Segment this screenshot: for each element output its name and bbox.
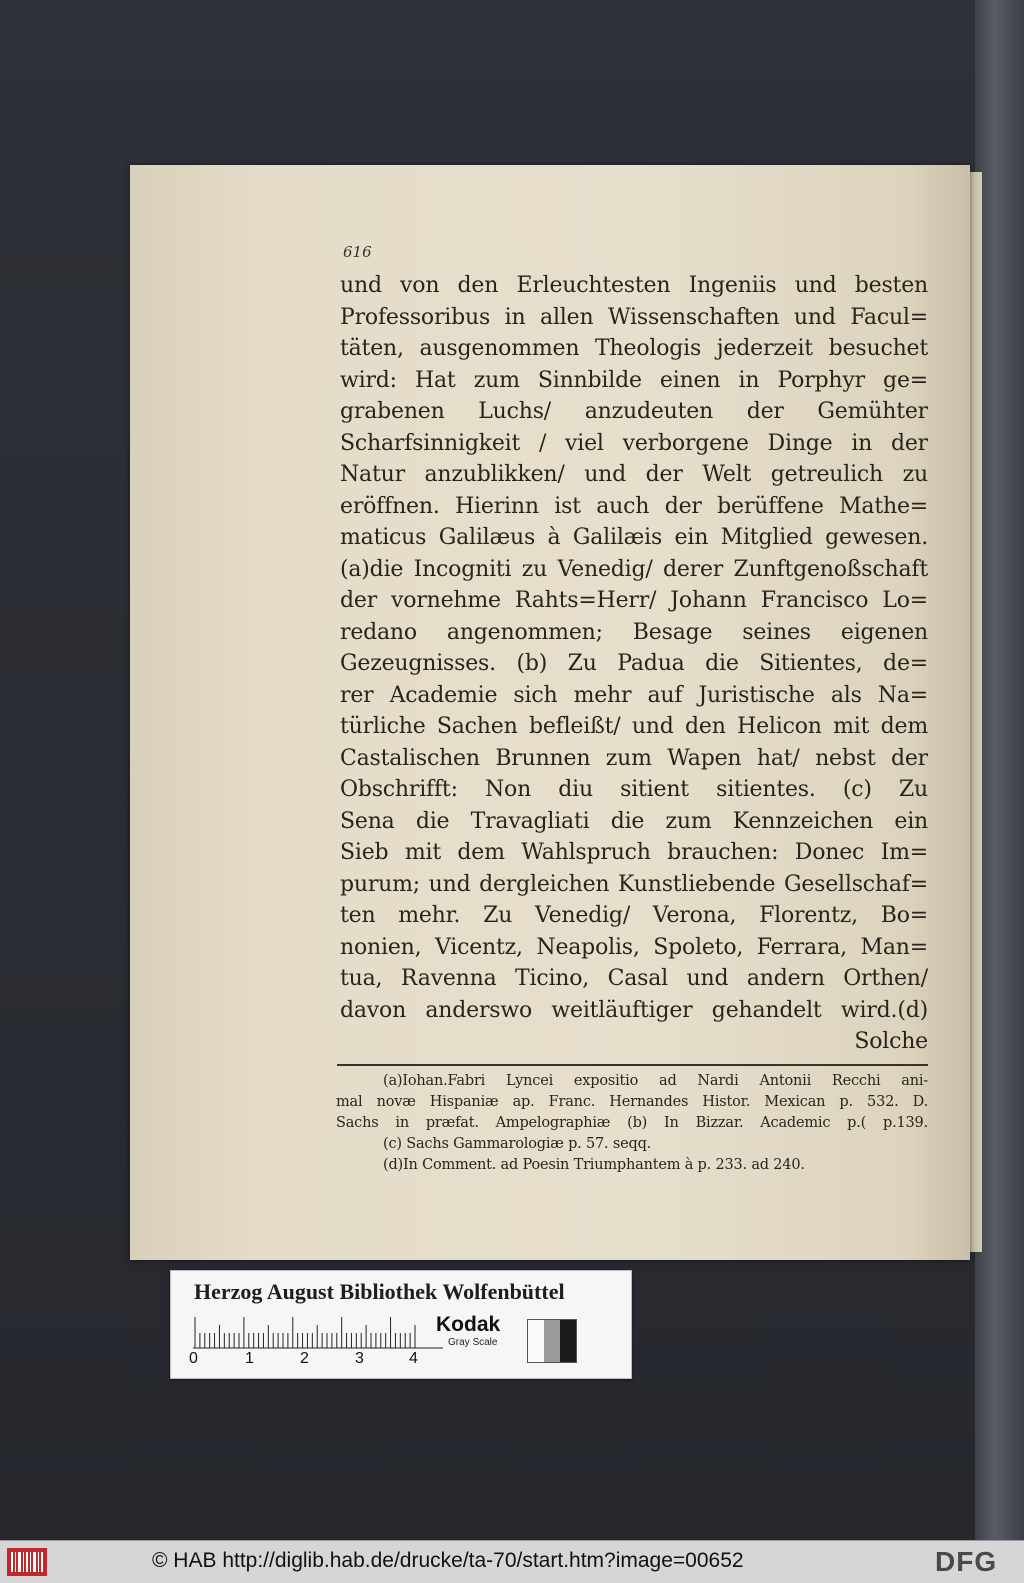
catchword: Solche: [854, 1029, 928, 1054]
text-line: rer Academie sich mehr auf Juristische als Na=: [340, 682, 928, 708]
text-line: Obschrifft: Non diu sitient sitientes. (c) Zu: [340, 777, 928, 802]
footnote-line: (d)In Comment. ad Poesin Triumphantem à p. 233. ad 240.: [383, 1157, 805, 1173]
text-line: maticus Galilæus à Galilæis ein Mitglied gewesen.: [340, 525, 928, 550]
library-scale-card: [170, 1270, 632, 1379]
ruler-scale-icon: [193, 1315, 443, 1349]
text-line: täten, ausgenommen Theologis jederzeit besuchet: [340, 336, 928, 361]
text-line: redano angenommen; Besage seines eigenen: [340, 619, 928, 645]
text-line: ten mehr. Zu Venedig/ Verona, Florentz, Bo=: [340, 903, 928, 928]
footnote-line: Sachs in præfat. Ampelographiæ (b) In Bizzar. Academic p.( p.139.: [336, 1115, 928, 1131]
hab-barcode-logo-icon: [7, 1548, 47, 1576]
page-number: 616: [343, 243, 372, 261]
text-line: tua, Ravenna Ticino, Casal und andern Orthen/: [340, 966, 928, 991]
gray-scale-label: Gray Scale: [448, 1337, 498, 1348]
text-line: purum; und dergleichen Kunstliebende Gesellschaf=: [340, 871, 928, 897]
ruler-number: 4: [409, 1350, 418, 1367]
text-line: (a)die Incogniti zu Venedig/ derer Zunftgenoßschaft: [340, 556, 928, 582]
text-line: und von den Erleuchtesten Ingeniis und besten: [340, 273, 928, 298]
ruler-number: 0: [189, 1350, 198, 1367]
text-line: Gezeugnisses. (b) Zu Padua die Sitientes, de=: [340, 651, 928, 676]
scan-edge-strip: [975, 0, 1024, 1540]
ruler-number: 3: [355, 1350, 364, 1367]
kodak-brand: Kodak: [436, 1313, 501, 1336]
footnote-rule: [337, 1064, 928, 1066]
text-line: Castalischen Brunnen zum Wapen hat/ nebst der: [340, 745, 928, 771]
ruler-number: 1: [245, 1350, 254, 1367]
footnotes: [336, 1071, 928, 1176]
footnote-line: mal novæ Hispaniæ ap. Franc. Hernandes Histor. Mexican p. 532. D.: [336, 1094, 928, 1110]
dfg-logo: DFG: [935, 1546, 998, 1577]
footer-bar: [0, 1540, 1024, 1583]
next-page-edge: [968, 172, 982, 1252]
text-line: Professoribus in allen Wissenschaften und Facul=: [340, 304, 928, 330]
ruler-number: 2: [300, 1350, 309, 1367]
text-line: Sena die Travagliati die zum Kennzeichen ein: [340, 808, 928, 834]
text-line: eröffnen. Hierinn ist auch der berüffene Mathe=: [340, 493, 928, 519]
text-line: Scharfsinnigkeit / viel verborgene Dinge in der: [340, 430, 928, 456]
text-line: nonien, Vicentz, Neapolis, Spoleto, Ferrara, Man=: [340, 934, 928, 960]
ruler-numbers: [189, 1350, 449, 1370]
text-line: Natur anzublikken/ und der Welt getreulich zu: [340, 462, 928, 487]
text-line: türliche Sachen befleißt/ und den Helicon mit dem: [340, 714, 928, 739]
footnote-line: (a)Iohan.Fabri Lyncei expositio ad Nardi Antonii Recchi ani-: [383, 1073, 928, 1089]
text-line: der vornehme Rahts=Herr/ Johann Francisco Lo=: [340, 588, 928, 613]
footnote-line: (c) Sachs Gammarologiæ p. 57. seqq.: [383, 1136, 652, 1152]
text-line: grabenen Luchs/ anzudeuten der Gemühter: [340, 399, 928, 424]
text-line: Sieb mit dem Wahlspruch brauchen: Donec Im=: [340, 840, 928, 865]
text-line: wird: Hat zum Sinnbilde einen in Porphyr ge=: [340, 367, 928, 393]
body-text: [340, 270, 928, 1058]
library-name: Herzog August Bibliothek Wolfenbüttel: [194, 1279, 565, 1304]
text-line: davon anderswo weitläuftiger gehandelt wird.(d): [340, 997, 928, 1023]
copyright-link[interactable]: © HAB http://diglib.hab.de/drucke/ta-70/start.htm?image=00652: [152, 1549, 744, 1572]
gray-swatch: [527, 1319, 577, 1363]
